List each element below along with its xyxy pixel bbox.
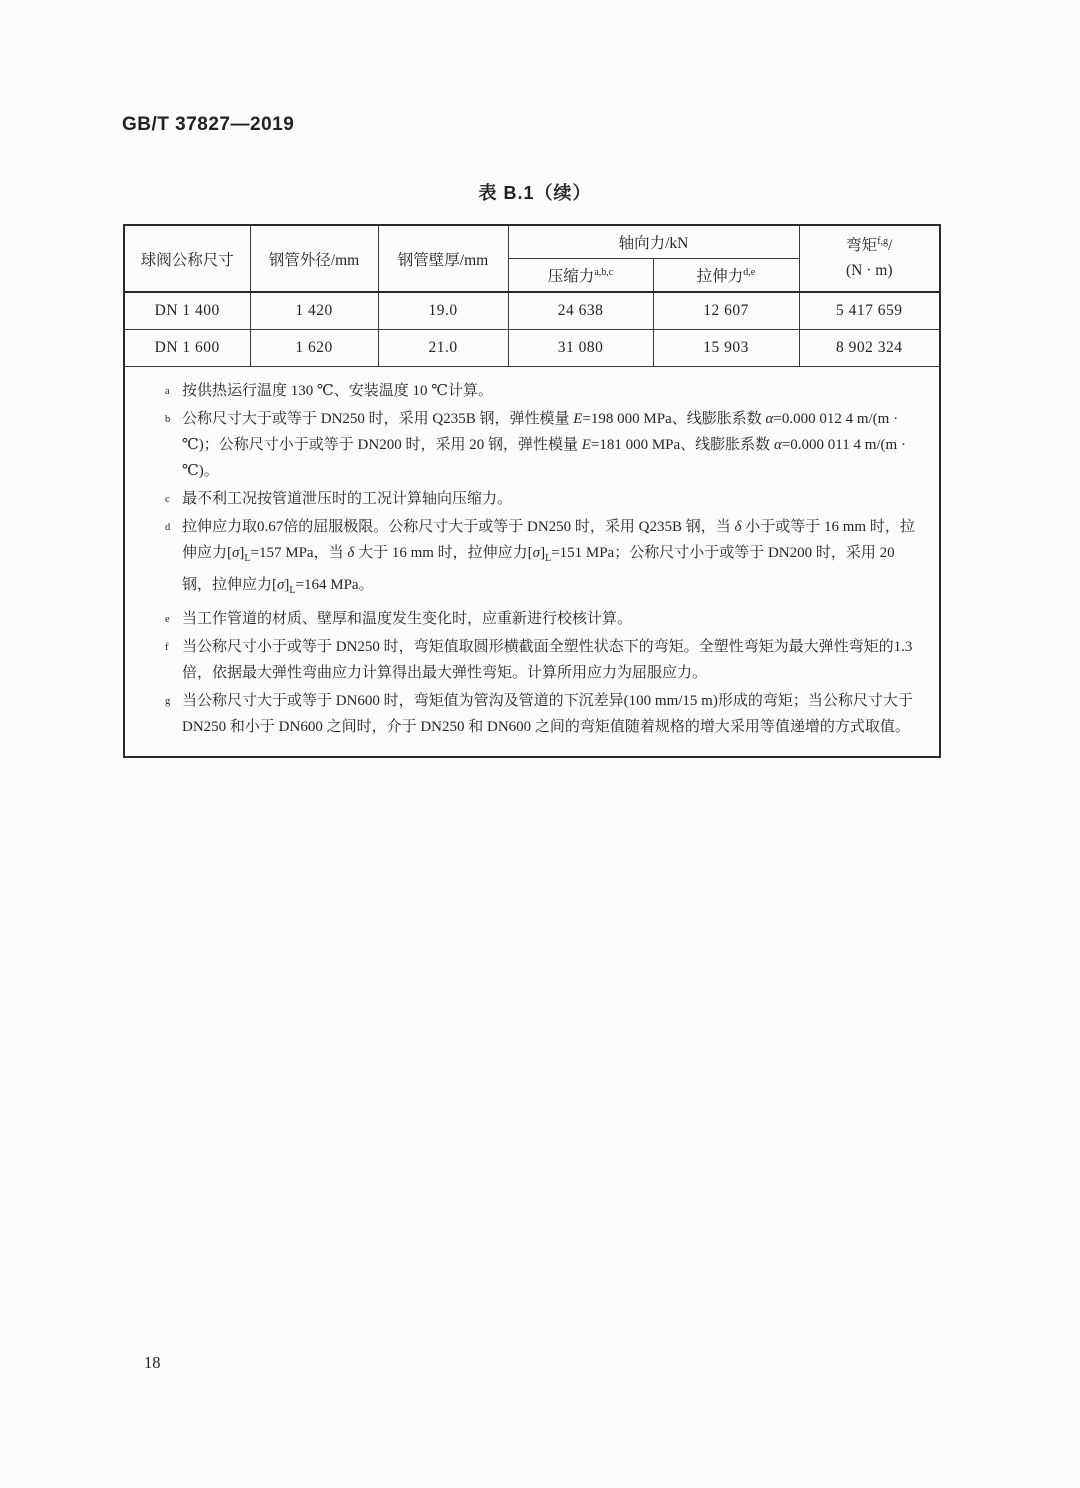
- header-compression-label: 压缩力: [547, 267, 595, 285]
- footnote-text-segment: α: [773, 436, 782, 453]
- footnote-text-segment: 公称尺寸大于或等于 DN250 时，采用 Q235B 钢，弹性模量: [182, 410, 574, 427]
- footnote-item: [165, 606, 919, 632]
- footnote-text-segment: =0.000 012 4 m/(m · ℃)；公称尺寸小于或等于 DN200 时，采用 20 钢，弹性模量: [182, 410, 899, 453]
- footnote-marker: g: [165, 695, 171, 707]
- footnote-list: [165, 378, 919, 740]
- header-moment-label: 弯矩: [846, 237, 878, 255]
- table-cell: 1 420: [250, 292, 378, 329]
- footnote-text-segment: ]: [239, 544, 245, 561]
- footnote-text-segment: =151 MPa；公称尺寸小于或等于 DN200 时，采用 20 钢，拉伸应力[: [182, 544, 895, 593]
- header-tension-sup: d,e: [743, 266, 756, 278]
- footnote-text-segment: E: [581, 436, 591, 453]
- footnote-text-segment: ]: [284, 576, 290, 593]
- header-pipe-od: 钢管外径/mm: [250, 225, 378, 292]
- footnote-item: [165, 406, 919, 484]
- footnote-text-segment: 当公称尺寸小于或等于 DN250 时，弯矩值取圆形横截面全塑性状态下的弯矩。全塑性弯矩为最大弹性弯矩的1.3倍，依据最大弹性弯曲应力计算得出最大弹性弯矩。计算所用应力为屈服应力。: [182, 638, 913, 681]
- footnote-item: [165, 486, 919, 512]
- header-moment-suffix: /: [888, 237, 893, 255]
- footnote-text-segment: σ: [277, 576, 285, 593]
- footnote-text-segment: σ: [232, 544, 240, 561]
- header-tension: [653, 258, 799, 292]
- footnote-marker: e: [165, 613, 170, 625]
- footnote-text-segment: 小于或等于 16 mm 时，拉伸应力[: [182, 518, 915, 561]
- header-moment-line1: [804, 234, 936, 258]
- footnote-text-segment: 当工作管道的材质、壁厚和温度发生变化时，应重新进行校核计算。: [182, 610, 633, 627]
- data-table: [123, 224, 941, 758]
- footnote-text-segment: 按供热运行温度 130 ℃、安装温度 10 ℃计算。: [182, 382, 494, 399]
- header-moment: [799, 225, 940, 292]
- footnote-cell: [124, 366, 940, 757]
- footnote-text-segment: δ: [734, 518, 742, 535]
- footnote-marker: b: [165, 413, 171, 425]
- table-cell: 24 638: [508, 292, 653, 329]
- footnote-text-segment: L: [545, 552, 552, 564]
- footnote-text-segment: L: [244, 552, 251, 564]
- table-cell: 8 902 324: [799, 329, 940, 366]
- footnote-text-segment: ]: [540, 544, 546, 561]
- table-cell: 1 620: [250, 329, 378, 366]
- header-tension-label: 拉伸力: [696, 267, 744, 285]
- table-cell: 21.0: [378, 329, 508, 366]
- footnote-marker: d: [165, 521, 171, 533]
- footnote-text-segment: 拉伸应力取0.67倍的屈服极限。公称尺寸大于或等于 DN250 时，采用 Q235B 钢，当: [182, 518, 735, 535]
- footnote-marker: c: [165, 493, 170, 505]
- table-cell: 15 903: [653, 329, 799, 366]
- footnote-item: [165, 514, 919, 604]
- table-row: [124, 329, 940, 366]
- footnote-item: [165, 688, 919, 740]
- footnote-text-segment: =157 MPa，当: [250, 544, 348, 561]
- footnote-text-segment: σ: [532, 544, 541, 561]
- table-cell: 12 607: [653, 292, 799, 329]
- header-pipe-wall: 钢管壁厚/mm: [378, 225, 508, 292]
- footnote-text-segment: α: [765, 410, 774, 427]
- footnote-text-segment: 当公称尺寸大于或等于 DN600 时，弯矩值为管沟及管道的下沉差异(100 mm/15 m)形成的弯矩；当公称尺寸大于 DN250 和小于 DN600 之间时，介于 DN250 和 DN600 之间的弯矩值随着规格的增大采用等值递增的方式取值。: [182, 692, 913, 735]
- table-cell: DN 1 600: [124, 329, 250, 366]
- footnote-text-segment: E: [573, 410, 583, 427]
- footnote-text-segment: 最不利工况按管道泄压时的工况计算轴向压缩力。: [182, 490, 513, 507]
- header-compression-sup: a,b,c: [594, 266, 614, 278]
- header-axial-group: 轴向力/kN: [508, 225, 799, 258]
- standard-code: GB/T 37827—2019: [122, 114, 295, 135]
- header-compression: [508, 258, 653, 292]
- footnote-item: [165, 634, 919, 686]
- footnote-text-segment: L: [289, 584, 296, 596]
- table-cell: 5 417 659: [799, 292, 940, 329]
- table-body: [124, 292, 940, 366]
- table-header: [124, 225, 940, 292]
- footnote-marker: f: [165, 641, 169, 653]
- page-number: 18: [144, 1353, 161, 1372]
- footnote-text-segment: δ: [347, 544, 355, 561]
- footnote-text-segment: 大于 16 mm 时，拉伸应力[: [354, 544, 533, 561]
- table-cell: DN 1 400: [124, 292, 250, 329]
- table-cell: 19.0: [378, 292, 508, 329]
- footnote-marker: a: [165, 385, 170, 397]
- footnote-text-segment: =164 MPa。: [295, 576, 374, 593]
- table-cell: 31 080: [508, 329, 653, 366]
- header-moment-sup: f,g: [877, 236, 889, 248]
- table-row: [124, 292, 940, 329]
- footnote-text-segment: =198 000 MPa、线膨胀系数: [582, 410, 766, 427]
- footnote-item: [165, 378, 919, 404]
- footnote-text-segment: =181 000 MPa、线膨胀系数: [590, 436, 774, 453]
- table-title: 表 B.1（续）: [478, 183, 592, 203]
- header-moment-unit: (N · m): [846, 261, 893, 279]
- footnote-text-segment: =0.000 011 4 m/(m · ℃)。: [182, 436, 906, 479]
- header-valve-size: 球阀公称尺寸: [124, 225, 250, 292]
